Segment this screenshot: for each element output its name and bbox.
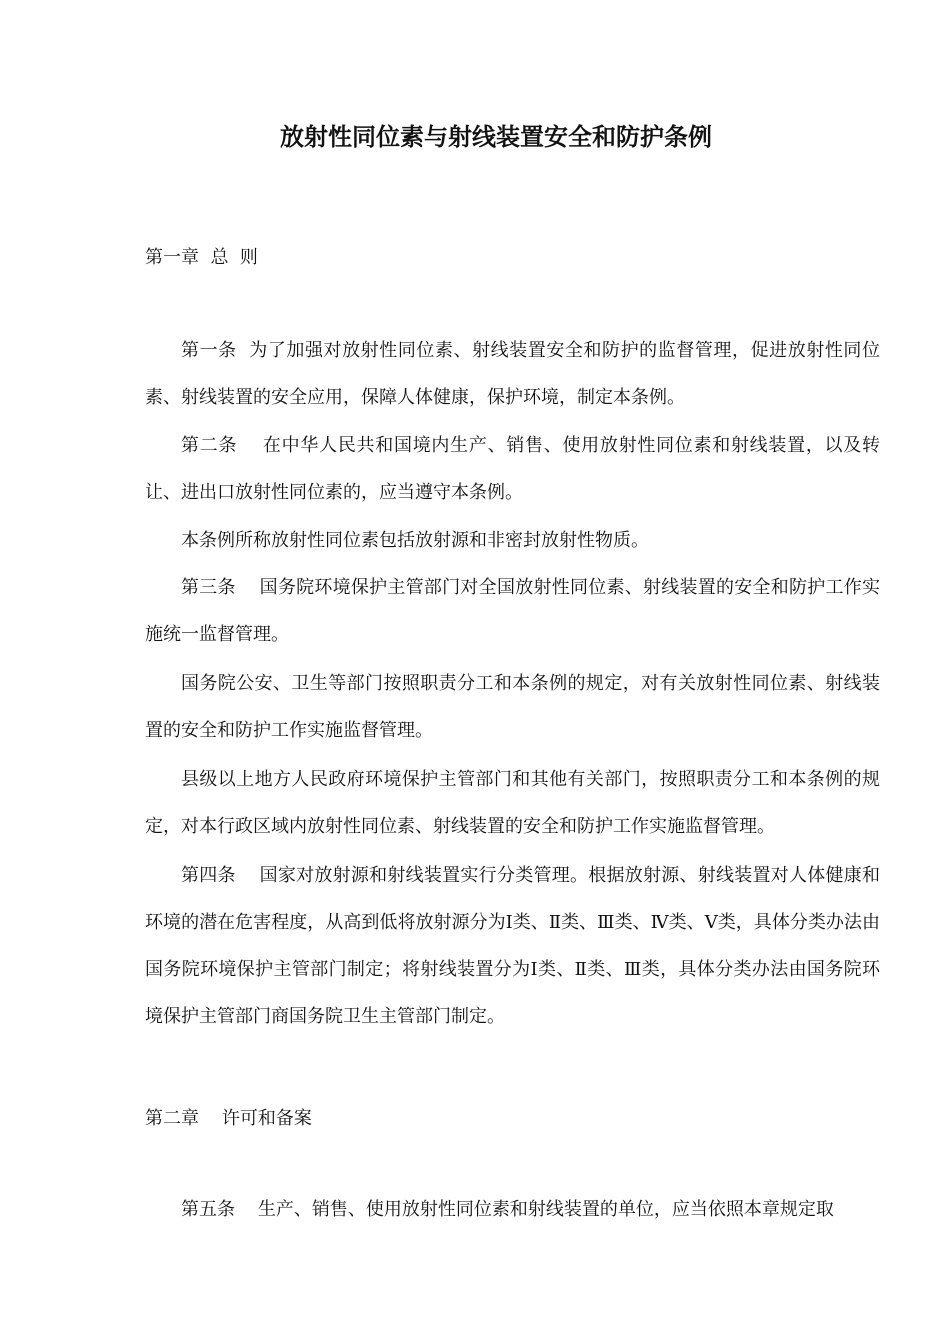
article-3-paragraph: 第三条 国务院环境保护主管部门对全国放射性同位素、射线装置的安全和防护工作实施统一监督管理。	[145, 577, 880, 645]
article-2-paragraph: 第二条 在中华人民共和国境内生产、销售、使用放射性同位素和射线装置，以及转让、进出口放射性同位素的，应当遵守本条例。	[145, 435, 880, 503]
article-1-paragraph: 第一条 为了加强对放射性同位素、射线装置安全和防护的监督管理，促进放射性同位素、射线装置的安全应用，保障人体健康，保护环境，制定本条例。	[145, 340, 880, 408]
chapter-heading-1: 第一章 总 则	[145, 247, 258, 268]
article-4-paragraph: 第四条 国家对放射源和射线装置实行分类管理。根据放射源、射线装置对人体健康和环境的潜在危害程度，从高到低将放射源分为Ⅰ类、Ⅱ类、Ⅲ类、Ⅳ类、Ⅴ类，具体分类办法由国务院环境保护主管部门制定；将射线装置分为Ⅰ类、Ⅱ类、Ⅲ类，具体分类办法由国务院环境保护主管部门商国务院卫生主管部门制定。	[145, 865, 880, 1027]
article-5-paragraph: 第五条 生产、销售、使用放射性同位素和射线装置的单位，应当依照本章规定取	[181, 1199, 834, 1220]
document-title: 放射性同位素与射线装置安全和防护条例	[280, 122, 712, 151]
chapter-heading-2: 第二章 许可和备案	[145, 1108, 312, 1129]
article-3-clause-3-paragraph: 县级以上地方人民政府环境保护主管部门和其他有关部门，按照职责分工和本条例的规定，对本行政区域内放射性同位素、射线装置的安全和防护工作实施监督管理。	[145, 769, 880, 837]
article-2-clause-paragraph: 本条例所称放射性同位素包括放射源和非密封放射性物质。	[181, 530, 649, 551]
article-3-clause-2-paragraph: 国务院公安、卫生等部门按照职责分工和本条例的规定，对有关放射性同位素、射线装置的安全和防护工作实施监督管理。	[145, 673, 880, 741]
